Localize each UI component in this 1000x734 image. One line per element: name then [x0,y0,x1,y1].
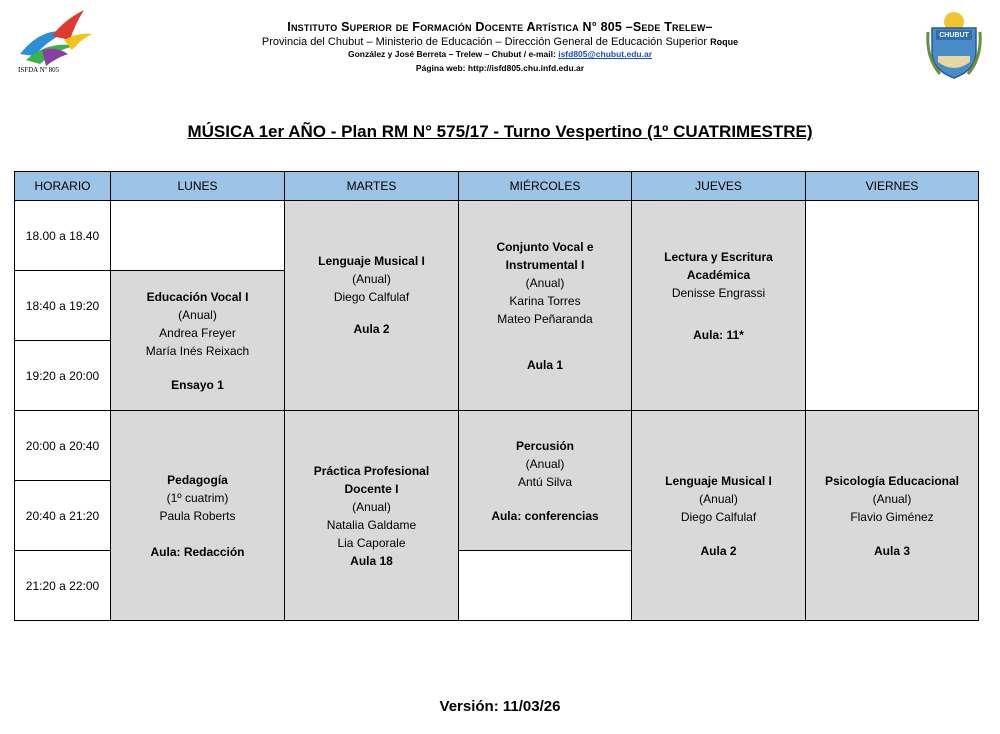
subject: Lenguaje Musical I [665,473,772,488]
teacher: Andrea Freyer [159,325,236,340]
room: Ensayo 1 [171,377,224,392]
empty-cell [806,201,979,411]
table-row [15,411,979,481]
teacher: Lia Caporale [337,535,406,550]
room: Aula 2 [700,543,737,558]
period: (Anual) [352,271,391,286]
subject: Percusión [515,438,575,453]
province-tail: Roque [710,36,739,47]
period: (Anual) [525,275,565,290]
address-text: González y José Berreta – Trelew – Chubut / e-mail: [348,49,556,60]
col-header-jueves: JUEVES [632,172,806,201]
room: Aula 3 [873,543,910,558]
class-cell-martes-2 [285,411,459,621]
document-header [150,20,850,74]
subject: Educación Vocal I [146,289,249,304]
subject: Conjunto Vocal e Instrumental I [496,239,594,272]
period: (Anual) [352,499,391,514]
shield-icon [924,8,984,80]
time-slot: 19:20 a 20:00 [15,341,111,411]
subject: Psicología Educacional [824,473,960,488]
province-line [150,36,850,50]
chubut-shield-logo [924,8,984,80]
logo-caption: ISFDA Nº 805 [18,66,60,74]
empty-cell [111,201,285,271]
teacher: Diego Calfulaf [333,289,410,304]
class-cell-viernes-2 [806,411,979,621]
period: (1º cuatrim) [166,490,229,505]
subject: Lectura y Escritura Académica [664,249,773,282]
class-cell-jueves-1 [632,201,806,411]
time-slot: 18.00 a 18.40 [15,201,111,271]
period: (Anual) [699,491,738,506]
col-header-horario: HORARIO [15,172,111,201]
time-slot: 20:40 a 21:20 [15,481,111,551]
web-label: Página web: [415,63,466,73]
table-header-row [15,172,979,201]
room: Aula: conferencias [491,508,599,523]
version-label: Versión: 11/03/26 [439,698,561,715]
period: (Anual) [525,456,565,471]
col-header-miercoles: MIÉRCOLES [459,172,632,201]
subject: Práctica Profesional Docente I [313,463,430,496]
class-cell-lunes-2 [111,411,285,621]
shield-caption: CHUBUT [939,32,969,39]
table-row [15,201,979,271]
room: Aula: Redacción [150,544,245,559]
class-cell-lunes-1 [111,271,285,411]
web-url: http://isfd805.chu.infd.edu.ar [467,63,585,73]
institution-name: Instituto Superior de Formación Docente Artística N° 805 –Sede Trelew– [287,20,713,34]
class-cell-martes-1 [285,201,459,411]
col-header-martes: MARTES [285,172,459,201]
teacher: María Inés Reixach [145,343,250,358]
room: Aula 2 [353,321,390,336]
room: Aula: 11* [693,327,744,342]
province-text: Provincia del Chubut – Ministerio de Educación – Dirección General de Educación Superior [261,35,708,48]
teacher: Paula Roberts [159,508,236,523]
period: (Anual) [872,491,912,506]
time-slot: 21:20 a 22:00 [15,551,111,621]
teacher: Natalia Galdame [326,517,417,532]
schedule-table [14,171,979,621]
col-header-lunes: LUNES [111,172,285,201]
subject: Pedagogía [167,472,228,487]
subject: Lenguaje Musical I [318,253,425,268]
period: (Anual) [178,307,217,322]
class-cell-jueves-2 [632,411,806,621]
teacher: Flavio Giménez [850,509,934,524]
teacher: Denisse Engrassi [671,285,766,300]
time-slot: 18:40 a 19:20 [15,271,111,341]
time-slot: 20:00 a 20:40 [15,411,111,481]
teacher: Antú Silva [517,474,573,489]
teacher: Mateo Peñaranda [497,311,593,326]
class-cell-miercoles-1 [459,201,632,411]
class-cell-miercoles-2 [459,411,632,551]
room: Aula 18 [350,553,393,568]
empty-cell [459,551,632,621]
col-header-viernes: VIERNES [806,172,979,201]
room: Aula 1 [526,357,563,372]
website-line [150,63,850,74]
page-title: MÚSICA 1er AÑO - Plan RM N° 575/17 - Turno Vespertino (1º CUATRIMESTRE) [187,122,813,141]
email-link[interactable]: isfd805@chubut.edu.ar [558,49,652,60]
teacher: Karina Torres [509,293,581,308]
teacher: Diego Calfulaf [680,509,757,524]
address-line [150,49,850,60]
